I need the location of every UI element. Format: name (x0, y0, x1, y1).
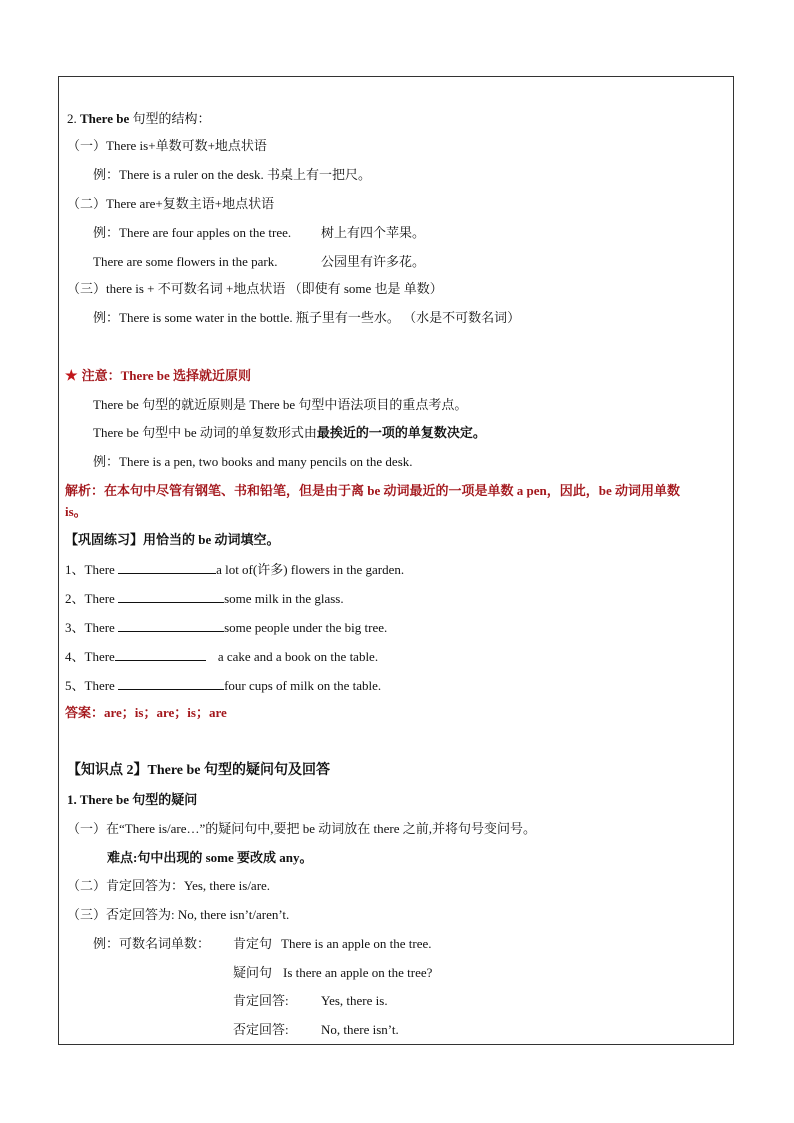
practice-item-post: some people under the big tree. (224, 620, 388, 635)
practice-item-pre: 3、There (65, 620, 119, 635)
answer-blank[interactable] (115, 648, 206, 661)
practice-item-post: some milk in the glass. (224, 591, 344, 606)
example-row-key: 肯定回答: (233, 993, 289, 1008)
note-line2-b: 最挨近的一项的单复数决定。 (316, 425, 486, 440)
example-row-value: Is there an apple on the tree? (283, 965, 433, 980)
note-line1: There be 句型的就近原则是 There be 句型中语法项目的重点考点。 (93, 397, 468, 412)
section2-example2-cn: 公园里有许多花。 (321, 254, 426, 269)
practice-item (65, 590, 344, 607)
kp2-example-label: 例：可数名词单数： (93, 936, 211, 951)
kp2-s2: （二）肯定回答为：Yes, there is/are. (67, 878, 271, 893)
star-icon: ★ (65, 369, 78, 384)
kp2-sub: 1. There be 句型的疑问 (67, 792, 198, 807)
section1-example: 例：There is a ruler on the desk. 书桌上有一把尺。 (93, 167, 372, 182)
section2-example2-en: There are some flowers in the park. (93, 254, 278, 269)
example-row-value: There is an apple on the tree. (281, 936, 432, 951)
example-row-key: 疑问句 (233, 965, 273, 980)
section3-example: 例：There is some water in the bottle. 瓶子里有一些水。 （水是不可数名词） (93, 310, 521, 325)
section2-label: （二）There are+复数主语+地点状语 (67, 196, 275, 211)
answer-blank[interactable] (118, 561, 216, 574)
note-line2-a: There be 句型中 be 动词的单复数形式由 (93, 425, 317, 440)
structure-title (67, 111, 211, 127)
answer-blank[interactable] (118, 619, 224, 632)
document-frame (58, 76, 734, 1045)
practice-item-post: four cups of milk on the table. (224, 678, 382, 693)
note-title (65, 368, 251, 385)
structure-rest: 句型的结构： (129, 111, 211, 126)
note-title-text: 注意：There be 选择就近原则 (81, 368, 252, 383)
example-row-key: 肯定句 (233, 936, 273, 951)
example-row-key: 否定回答: (233, 1022, 289, 1037)
practice-item-pre: 4、There (65, 649, 115, 664)
section3-label: （三）there is + 不可数名词 +地点状语 （即使有 some 也是 单数） (67, 281, 443, 296)
note-line2 (93, 425, 486, 441)
section2-example1-cn: 树上有四个苹果。 (321, 225, 426, 240)
answer-blank[interactable] (118, 677, 224, 690)
practice-item-pre: 1、There (65, 562, 119, 577)
section2-example1-en: 例：There are four apples on the tree. (93, 225, 292, 240)
practice-item-post: a lot of(许多) flowers in the garden. (216, 562, 405, 577)
practice-item-pre: 2、There (65, 591, 119, 606)
practice-item (65, 561, 404, 578)
practice-item (65, 619, 387, 636)
kp2-s3: （三）否定回答为: No, there isn’t/aren’t. (67, 907, 290, 922)
note-example: 例：There is a pen, two books and many pencils on the desk. (93, 454, 413, 469)
practice-item-post: a cake and a book on the table. (217, 649, 379, 664)
example-row-value: Yes, there is. (321, 993, 388, 1008)
answer-blank[interactable] (118, 590, 224, 603)
kp2-title: 【知识点 2】There be 句型的疑问句及回答 (67, 763, 331, 778)
practice-title: 【巩固练习】用恰当的 be 动词填空。 (65, 532, 280, 547)
note-explain1: 解析：在本句中尽管有钢笔、书和铅笔，但是由于离 be 动词最近的一项是单数 a pen，因此，be 动词用单数 (65, 483, 680, 498)
practice-item-pre: 5、There (65, 678, 119, 693)
practice-answer: 答案：are；is；are；is；are (65, 705, 227, 720)
note-explain2: is。 (65, 504, 87, 519)
structure-bold: There be (80, 111, 130, 126)
kp2-s1: （一）在“There is/are…”的疑问句中,要把 be 动词放在 there 之前,并将句号变问号。 (67, 821, 537, 836)
section1-label: （一）There is+单数可数+地点状语 (67, 138, 267, 153)
structure-number: 2. (67, 111, 80, 126)
example-row-value: No, there isn’t. (321, 1022, 399, 1037)
practice-item (65, 677, 381, 694)
practice-item (65, 648, 378, 665)
kp2-difficulty: 难点:句中出现的 some 要改成 any。 (107, 850, 313, 865)
